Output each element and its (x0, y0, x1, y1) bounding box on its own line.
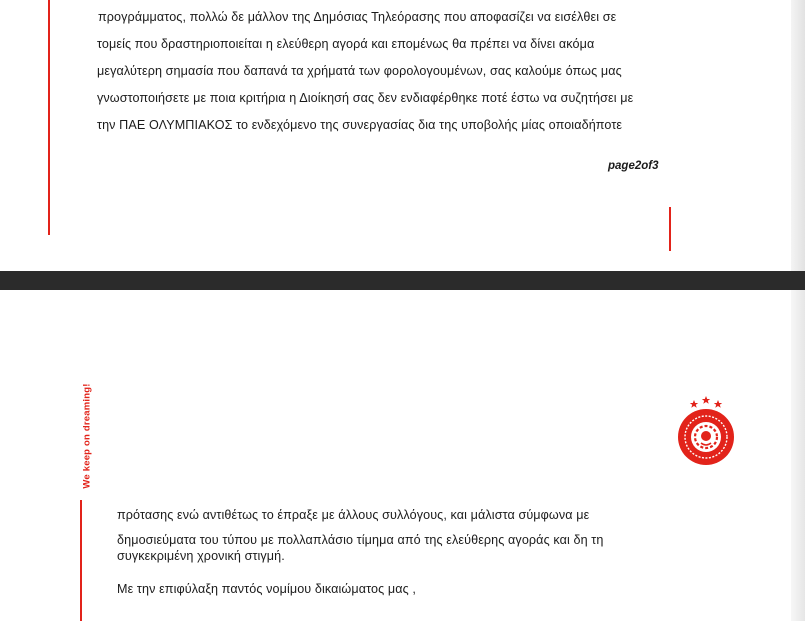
olympiakos-crest-icon (674, 394, 738, 466)
text-line: Με την επιφύλαξη παντός νομίμου δικαιώματος μας , (117, 582, 416, 596)
left-margin-rule (48, 0, 50, 235)
page-number: page2of3 (608, 160, 659, 172)
page-edge-shadow (791, 0, 805, 271)
slogan-text: We keep on dreaming! (81, 383, 93, 489)
text-line: μεγαλύτερη σημασία που δαπανά τα χρήματά των φορολογουμένων, σας καλούμε όπως μας (97, 64, 622, 78)
page-edge-shadow (791, 290, 805, 621)
text-line: πρότασης ενώ αντιθέτως το έπραξε με άλλους συλλόγους, και μάλιστα σύμφωνα με (117, 508, 590, 522)
text-line: συγκεκριμένη χρονική στιγμή. (117, 549, 285, 563)
text-line: τομείς που δραστηριοποιείται η ελεύθερη αγορά και επομένως θα πρέπει να δίνει ακόμα (97, 37, 595, 51)
text-line: δημοσιεύματα του τύπου με πολλαπλάσιο τίμημα από της ελεύθερης αγοράς και δη τη (117, 533, 604, 547)
text-line: την ΠΑΕ ΟΛΥΜΠΙΑΚΟΣ το ενδεχόμενο της συνεργασίας δια της υποβολής μίας οποιαδήποτε (97, 118, 623, 132)
text-line: γνωστοποιήσετε με ποια κριτήρια η Διοίκησή σας δεν ενδιαφέρθηκε ποτέ έστω να συζητήσει με (97, 91, 634, 105)
text-line: προγράμματος, πολλώ δε μάλλον της Δημόσιας Τηλεόρασης που αποφασίζει να εισέλθει σε (98, 10, 617, 24)
page-separator (0, 271, 805, 290)
bottom-right-marker (669, 207, 671, 251)
left-margin-rule (80, 500, 82, 621)
